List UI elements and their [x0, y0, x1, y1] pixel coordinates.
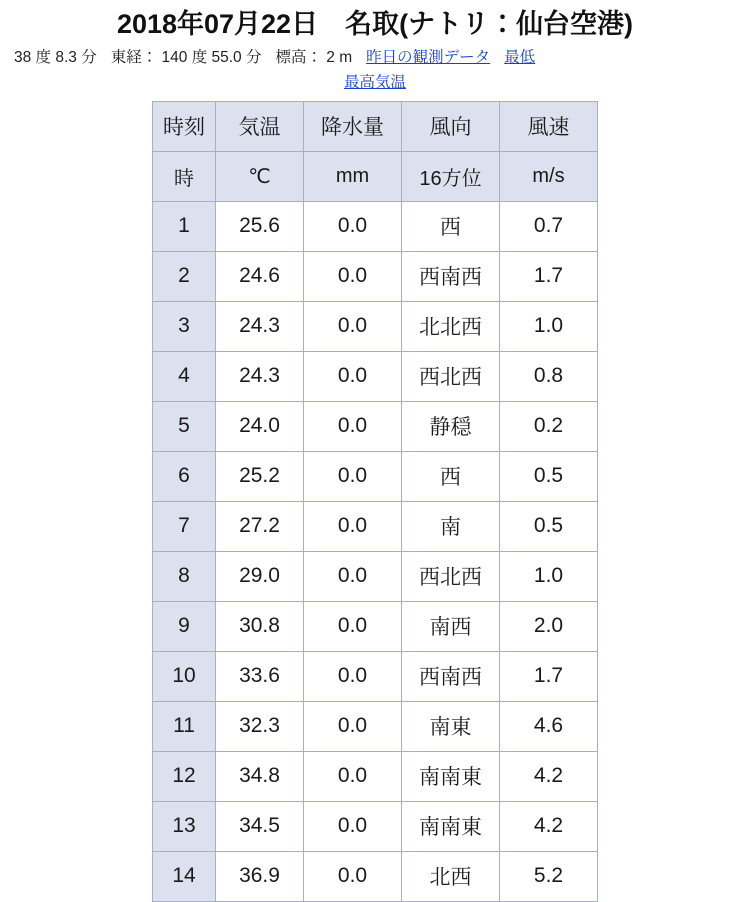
- cell-precipitation: 0.0: [304, 701, 402, 751]
- observation-table: [152, 101, 598, 902]
- cell-wind-direction: 西: [402, 451, 500, 501]
- cell-hour: 4: [153, 351, 216, 401]
- cell-temperature: 33.6: [216, 651, 304, 701]
- unit-wind-speed: m/s: [500, 151, 598, 201]
- table-header-row: [153, 101, 598, 151]
- cell-temperature: 24.3: [216, 351, 304, 401]
- cell-wind-speed: 4.6: [500, 701, 598, 751]
- cell-wind-direction: 南東: [402, 701, 500, 751]
- cell-temperature: 24.3: [216, 301, 304, 351]
- table-row: [153, 401, 598, 451]
- cell-wind-direction: 西: [402, 201, 500, 251]
- table-row: [153, 601, 598, 651]
- cell-temperature: 24.0: [216, 401, 304, 451]
- table-row: [153, 451, 598, 501]
- cell-precipitation: 0.0: [304, 601, 402, 651]
- cell-hour: 1: [153, 201, 216, 251]
- table-row: [153, 801, 598, 851]
- cell-wind-speed: 0.5: [500, 501, 598, 551]
- cell-wind-speed: 0.5: [500, 451, 598, 501]
- cell-wind-direction: 西南西: [402, 651, 500, 701]
- cell-precipitation: 0.0: [304, 551, 402, 601]
- cell-hour: 6: [153, 451, 216, 501]
- table-row: [153, 651, 598, 701]
- cell-wind-direction: 南南東: [402, 751, 500, 801]
- station-meta-second-line: [0, 71, 750, 94]
- cell-temperature: 25.2: [216, 451, 304, 501]
- cell-precipitation: 0.0: [304, 251, 402, 301]
- cell-precipitation: 0.0: [304, 651, 402, 701]
- page-title: 2018年07月22日 名取(ナトリ：仙台空港): [116, 9, 634, 39]
- cell-temperature: 29.0: [216, 551, 304, 601]
- cell-wind-speed: 0.7: [500, 201, 598, 251]
- cell-wind-direction: 北西: [402, 851, 500, 901]
- table-row: [153, 251, 598, 301]
- cell-hour: 9: [153, 601, 216, 651]
- cell-wind-direction: 西南西: [402, 251, 500, 301]
- cell-wind-speed: 1.0: [500, 301, 598, 351]
- cell-precipitation: 0.0: [304, 451, 402, 501]
- column-header-wind-direction: 風向: [402, 101, 500, 151]
- cell-temperature: 27.2: [216, 501, 304, 551]
- cell-hour: 2: [153, 251, 216, 301]
- unit-time: 時: [153, 151, 216, 201]
- unit-wind-direction: 16方位: [402, 151, 500, 201]
- cell-precipitation: 0.0: [304, 401, 402, 451]
- cell-wind-speed: 1.0: [500, 551, 598, 601]
- cell-wind-speed: 2.0: [500, 601, 598, 651]
- link-yesterday-data[interactable]: 昨日の観測データ: [366, 49, 491, 66]
- column-header-wind-speed: 風速: [500, 101, 598, 151]
- latitude-label: 38 度 8.3 分: [14, 49, 97, 66]
- station-meta: [0, 47, 750, 69]
- cell-wind-speed: 0.8: [500, 351, 598, 401]
- cell-temperature: 32.3: [216, 701, 304, 751]
- cell-wind-direction: 静穏: [402, 401, 500, 451]
- longitude-label: 東経： 140 度 55.0 分: [110, 49, 262, 66]
- cell-wind-speed: 1.7: [500, 651, 598, 701]
- column-header-temperature: 気温: [216, 101, 304, 151]
- cell-hour: 12: [153, 751, 216, 801]
- table-row: [153, 551, 598, 601]
- table-row: [153, 351, 598, 401]
- cell-wind-speed: 4.2: [500, 801, 598, 851]
- weather-observation-page: [0, 2, 750, 902]
- cell-wind-direction: 西北西: [402, 551, 500, 601]
- cell-wind-speed: 0.2: [500, 401, 598, 451]
- table-row: [153, 201, 598, 251]
- cell-precipitation: 0.0: [304, 201, 402, 251]
- cell-temperature: 24.6: [216, 251, 304, 301]
- unit-temperature: ℃: [216, 151, 304, 201]
- column-header-precipitation: 降水量: [304, 101, 402, 151]
- cell-precipitation: 0.0: [304, 301, 402, 351]
- cell-precipitation: 0.0: [304, 351, 402, 401]
- cell-temperature: 25.6: [216, 201, 304, 251]
- cell-hour: 7: [153, 501, 216, 551]
- cell-hour: 10: [153, 651, 216, 701]
- cell-wind-direction: 南西: [402, 601, 500, 651]
- cell-hour: 14: [153, 851, 216, 901]
- table-row: [153, 301, 598, 351]
- cell-hour: 11: [153, 701, 216, 751]
- cell-wind-direction: 南: [402, 501, 500, 551]
- cell-precipitation: 0.0: [304, 851, 402, 901]
- table-row: [153, 701, 598, 751]
- table-row: [153, 501, 598, 551]
- table-body: [153, 201, 598, 901]
- link-highest-temp[interactable]: 最高気温: [343, 73, 406, 91]
- cell-wind-speed: 1.7: [500, 251, 598, 301]
- cell-temperature: 34.5: [216, 801, 304, 851]
- table-row: [153, 751, 598, 801]
- cell-temperature: 34.8: [216, 751, 304, 801]
- cell-hour: 3: [153, 301, 216, 351]
- cell-temperature: 30.8: [216, 601, 304, 651]
- cell-wind-speed: 5.2: [500, 851, 598, 901]
- table-unit-row: [153, 151, 598, 201]
- cell-wind-speed: 4.2: [500, 751, 598, 801]
- cell-wind-direction: 北北西: [402, 301, 500, 351]
- cell-precipitation: 0.0: [304, 801, 402, 851]
- altitude-label: 標高： 2 m: [275, 49, 353, 66]
- cell-hour: 13: [153, 801, 216, 851]
- cell-hour: 5: [153, 401, 216, 451]
- cell-precipitation: 0.0: [304, 501, 402, 551]
- table-row: [153, 851, 598, 901]
- cell-temperature: 36.9: [216, 851, 304, 901]
- column-header-time: 時刻: [153, 101, 216, 151]
- cell-wind-direction: 南南東: [402, 801, 500, 851]
- link-lowest-temp[interactable]: 最低: [504, 49, 536, 66]
- cell-precipitation: 0.0: [304, 751, 402, 801]
- observation-table-wrap: [0, 101, 750, 902]
- cell-wind-direction: 西北西: [402, 351, 500, 401]
- unit-precipitation: mm: [304, 151, 402, 201]
- cell-hour: 8: [153, 551, 216, 601]
- table-head: [153, 101, 598, 201]
